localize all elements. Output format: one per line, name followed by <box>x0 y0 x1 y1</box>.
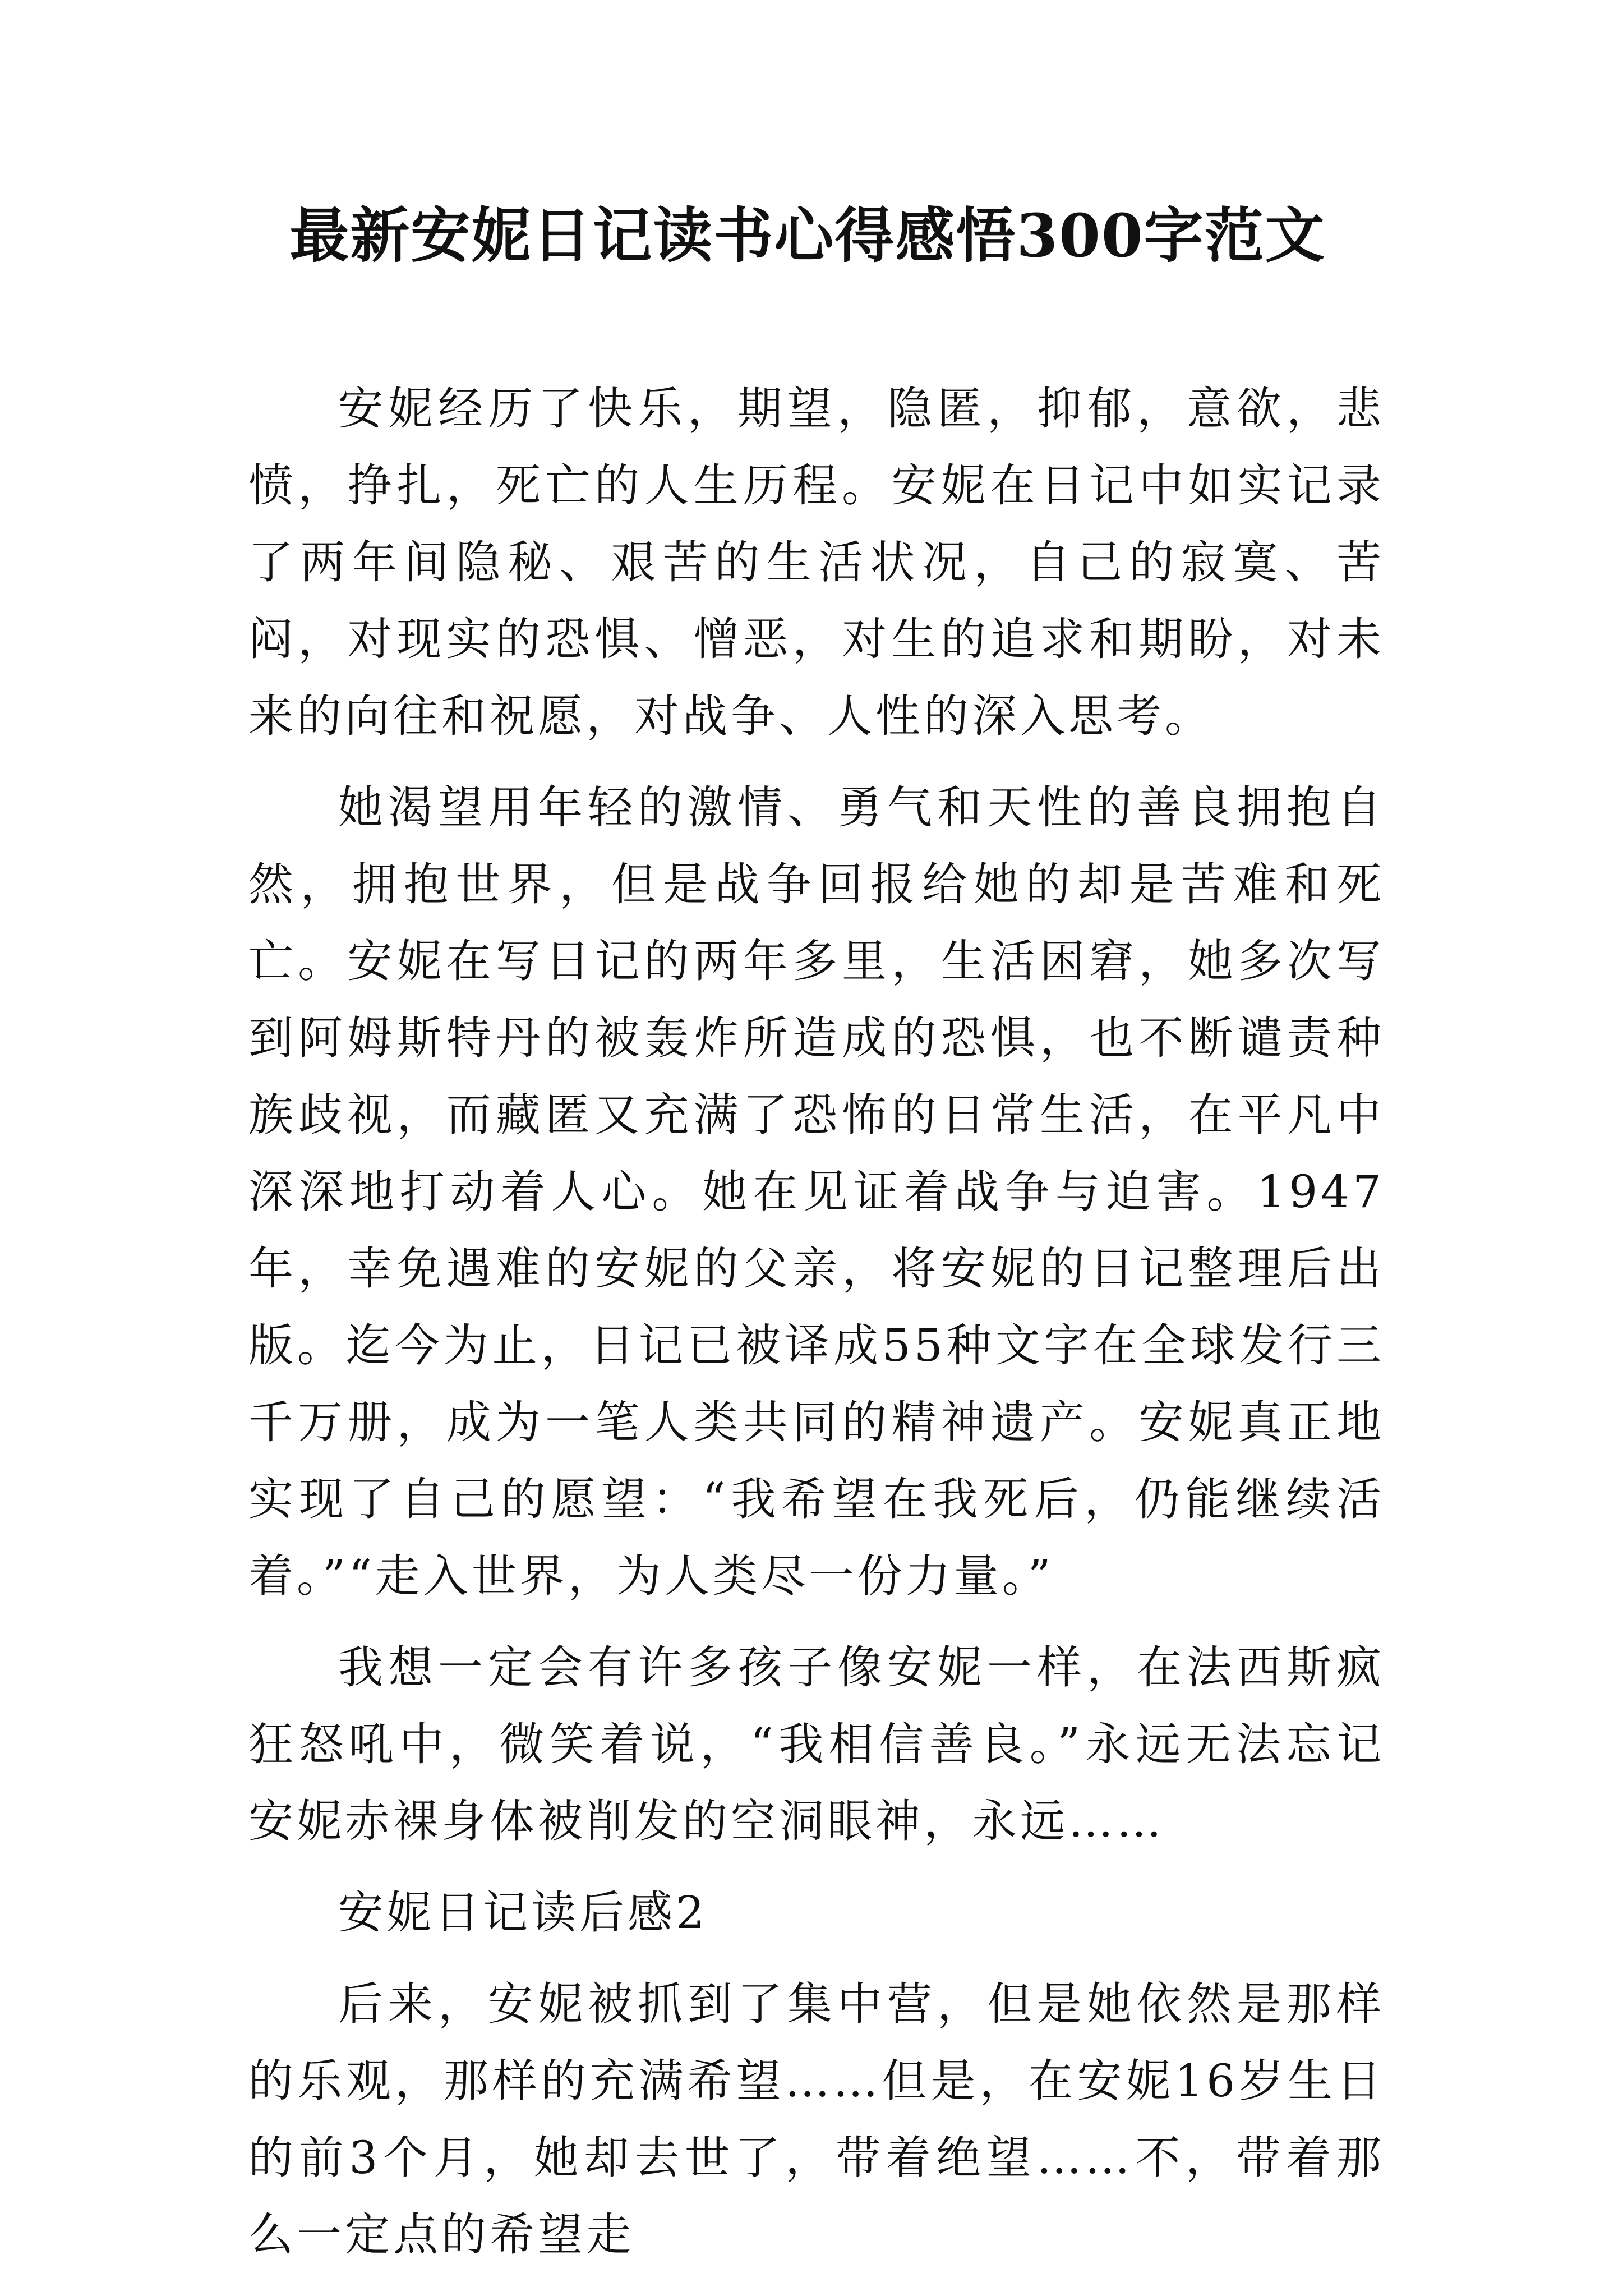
document-body <box>248 370 1385 2288</box>
document-title: 最新安妮日记读书心得感悟300字范文 <box>289 200 1326 270</box>
section-heading: 安妮日记读后感2 <box>338 1887 708 1939</box>
paragraph-1: 安妮经历了快乐，期望，隐匿，抑郁，意欲，悲愤，挣扎，死亡的人生历程。安妮在日记中如实记录了两年间隐秘、艰苦的生活状况，自己的寂寞、苦闷，对现实的恐惧、憎恶，对生的追求和期盼，对未来的向往和祝愿，对战争、人性的深入思考。 <box>248 383 1385 742</box>
paragraph-2: 她渴望用年轻的激情、勇气和天性的善良拥抱自然，拥抱世界，但是战争回报给她的却是苦难和死亡。安妮在写日记的两年多里，生活困窘，她多次写到阿姆斯特丹的被轰炸所造成的恐惧，也不断谴责种族歧视，而藏匿又充满了恐怖的日常生活，在平凡中深深地打动着人心。她在见证着战争与迫害。1947年，幸免遇难的安妮的父亲，将安妮的日记整理后出版。迄今为止，日记已被译成55种文字在全球发行三千万册，成为一笔人类共同的精神遗产。安妮真正地实现了自己的愿望：“我希望在我死后，仍能继续活着。”“走入世界，为人类尽一份力量。” <box>248 781 1385 1602</box>
paragraph-4: 后来，安妮被抓到了集中营，但是她依然是那样的乐观，那样的充满希望……但是，在安妮16岁生日的前3个月，她却去世了，带着绝望……不，带着那么一定点的希望走 <box>248 1978 1385 2261</box>
paragraph-3: 我想一定会有许多孩子像安妮一样，在法西斯疯狂怒吼中，微笑着说，“我相信善良。”永远无法忘记安妮赤裸身体被削发的空洞眼神，永远…… <box>248 1641 1385 1847</box>
